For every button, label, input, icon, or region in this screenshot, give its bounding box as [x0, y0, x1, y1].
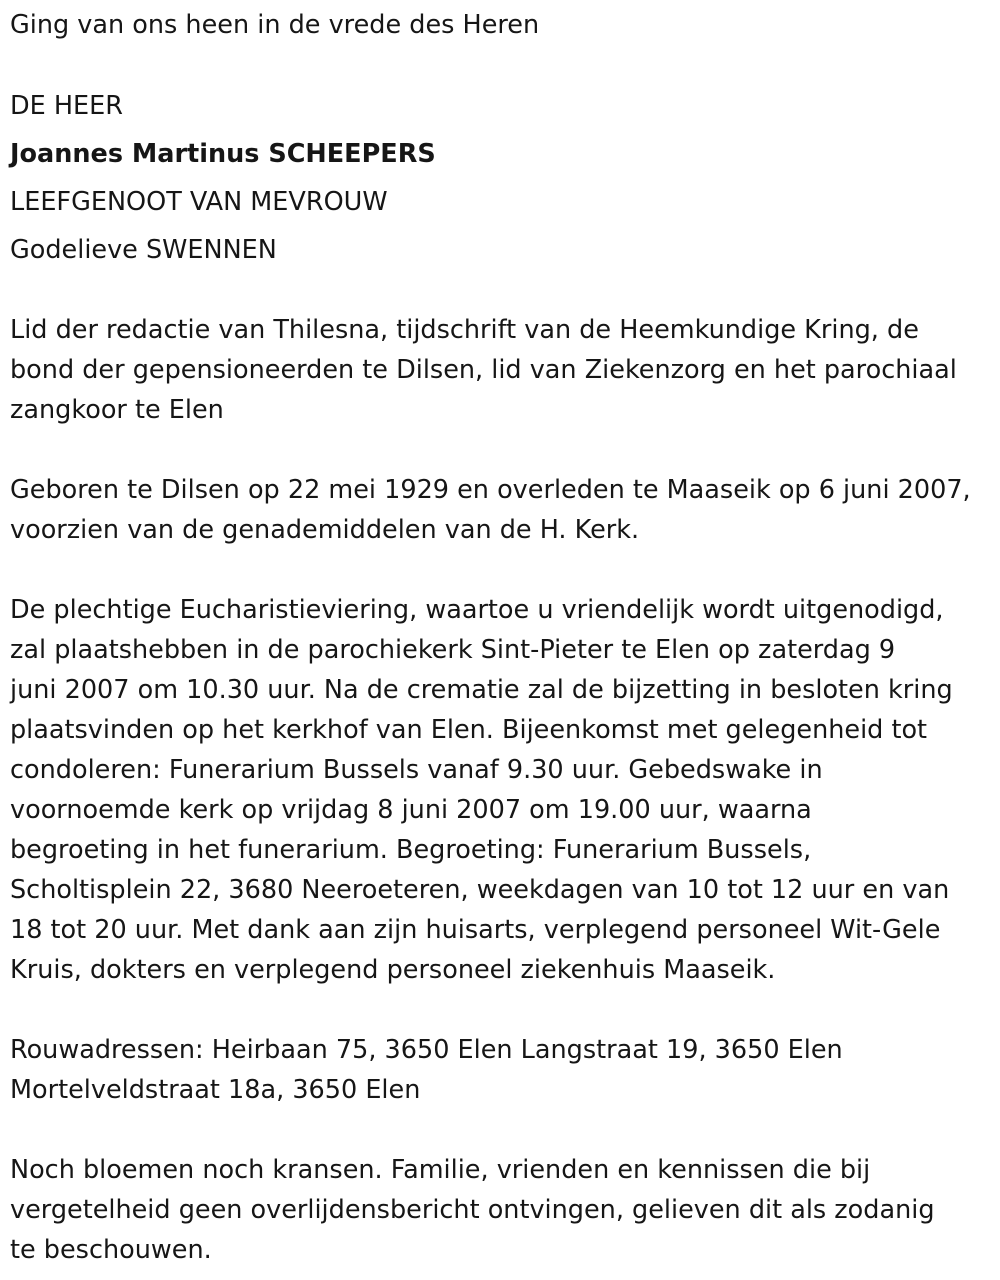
paragraph-line: voornoemde kerk op vrijdag 8 juni 2007 om 19.00 uur, waarna	[10, 795, 812, 825]
paragraph-line: Kruis, dokters en verplegend personeel ziekenhuis Maaseik.	[10, 955, 776, 985]
birth-death-paragraph	[10, 470, 995, 550]
paragraph-line: zangkoor te Elen	[10, 395, 224, 425]
intro-text: Ging van ons heen in de vrede des Heren	[10, 10, 540, 40]
paragraph-line: Mortelveldstraat 18a, 3650 Elen	[10, 1075, 421, 1105]
deceased-name: Joannes Martinus SCHEEPERS	[10, 139, 436, 169]
paragraph-line: De plechtige Eucharistieviering, waartoe u vriendelijk wordt uitgenodigd,	[10, 595, 944, 625]
paragraph-line: Scholtisplein 22, 3680 Neeroeteren, weekdagen van 10 tot 12 uur en van	[10, 875, 950, 905]
paragraph-line: bond der gepensioneerden te Dilsen, lid van Ziekenzorg en het parochiaal	[10, 355, 957, 385]
paragraph-line: begroeting in het funerarium. Begroeting: Funerarium Bussels,	[10, 835, 812, 865]
paragraph-line: te beschouwen.	[10, 1235, 212, 1265]
title-prefix: DE HEER	[10, 91, 123, 121]
paragraph-line: 18 tot 20 uur. Met dank aan zijn huisarts, verplegend personeel Wit-Gele	[10, 915, 941, 945]
paragraph-line: condoleren: Funerarium Bussels vanaf 9.30 uur. Gebedswake in	[10, 755, 823, 785]
addresses-paragraph	[10, 1030, 995, 1110]
paragraph-line: voorzien van de genademiddelen van de H. Kerk.	[10, 515, 640, 545]
paragraph-line: Noch bloemen noch kransen. Familie, vrienden en kennissen die bij	[10, 1155, 871, 1185]
partner-prefix: LEEFGENOOT VAN MEVROUW	[10, 187, 388, 217]
paragraph-line: zal plaatshebben in de parochiekerk Sint-Pieter te Elen op zaterdag 9	[10, 635, 896, 665]
paragraph-line: plaatsvinden op het kerkhof van Elen. Bijeenkomst met gelegenheid tot	[10, 715, 928, 745]
membership-paragraph	[10, 310, 995, 430]
paragraph-line: Lid der redactie van Thilesna, tijdschrift van de Heemkundige Kring, de	[10, 315, 919, 345]
paragraph-line: Geboren te Dilsen op 22 mei 1929 en overleden te Maaseik op 6 juni 2007,	[10, 475, 971, 505]
paragraph-line: vergetelheid geen overlijdensbericht ontvingen, gelieven dit als zodanig	[10, 1195, 935, 1225]
paragraph-line: juni 2007 om 10.30 uur. Na de crematie zal de bijzetting in besloten kring	[10, 675, 953, 705]
partner-name: Godelieve SWENNEN	[10, 235, 277, 265]
paragraph-line: Rouwadressen: Heirbaan 75, 3650 Elen Langstraat 19, 3650 Elen	[10, 1035, 843, 1065]
closing-paragraph	[10, 1150, 995, 1270]
ceremony-paragraph	[10, 590, 995, 990]
